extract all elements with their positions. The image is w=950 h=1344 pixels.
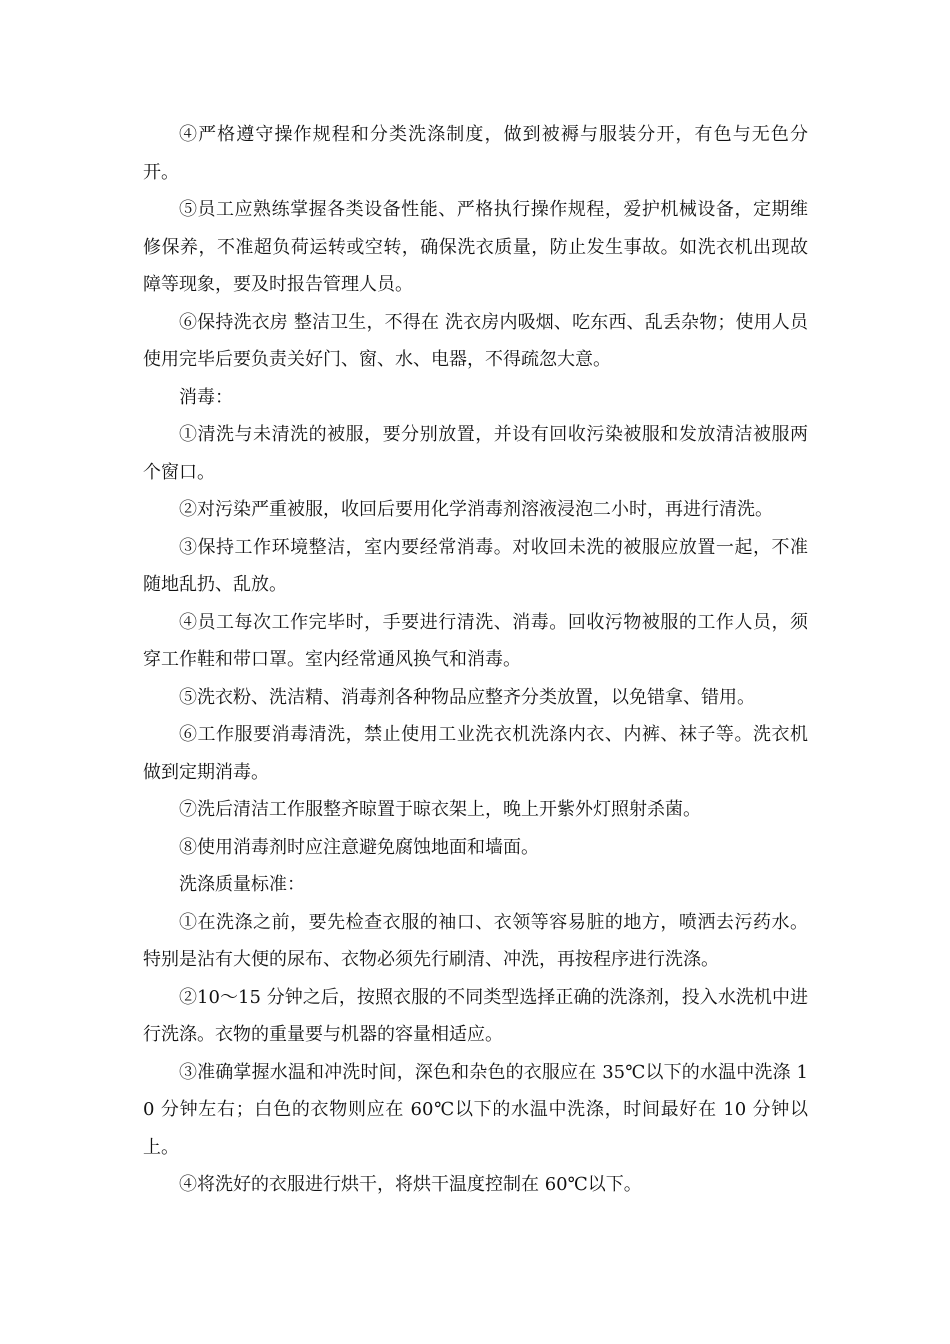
paragraph-drying-temperature: ④将洗好的衣服进行烘干，将烘干温度控制在 60℃以下。 [179, 1174, 642, 1195]
paragraph-staff-hand-washing: ④员工每次工作完毕时，手要进行清洗、消毒。回收污物被服的工作人员，须穿工作鞋和带口罩。室内经常通风换气和消毒。 [143, 611, 808, 670]
paragraph-equipment-operation: ⑤员工应熟练掌握各类设备性能、严格执行操作规程，爱护机械设备，定期维修保养，不准超负荷运转或空转，确保洗衣质量，防止发生事故。如洗衣机出现故障等现象，要及时报告管理人员。 [143, 199, 808, 295]
section-heading-washing-quality: 洗涤质量标准： [179, 874, 305, 895]
paragraph-sort-washing: ④严格遵守操作规程和分类洗涤制度，做到被褥与服装分开，有色与无色分开。 [143, 124, 808, 183]
paragraph-laundry-hygiene: ⑥保持洗衣房 整洁卫生，不得在 洗衣房内吸烟、吃东西、乱丢杂物；使用人员使用完毕后要负责关好门、窗、水、电器，不得疏忽大意。 [143, 311, 808, 370]
section-heading-disinfection: 消毒： [179, 386, 233, 408]
paragraph-separate-storage: ①清洗与未清洗的被服，要分别放置，并设有回收污染被服和发放清洁被服两个窗口。 [143, 424, 808, 483]
paragraph-detergent-selection: ②10～15 分钟之后，按照衣服的不同类型选择正确的洗涤剂，投入水洗机中进行洗涤。衣物的重量要与机器的容量相适应。 [143, 986, 808, 1045]
document-body [143, 116, 808, 1204]
paragraph-clean-environment: ③保持工作环境整洁，室内要经常消毒。对收回未洗的被服应放置一起，不准随地乱扔、乱放。 [143, 536, 808, 595]
paragraph-supplies-storage: ⑤洗衣粉、洗洁精、消毒剂各种物品应整齐分类放置，以免错拿、错用。 [179, 686, 755, 708]
paragraph-disinfectant-caution: ⑧使用消毒剂时应注意避免腐蚀地面和墙面。 [179, 836, 539, 858]
paragraph-soak-contaminated: ②对污染严重被服，收回后要用化学消毒剂溶液浸泡二小时，再进行清洗。 [179, 499, 773, 520]
paragraph-pre-inspection: ①在洗涤之前，要先检查衣服的袖口、衣领等容易脏的地方，喷洒去污药水。特别是沾有大便的尿布、衣物必须先行刷清、冲洗，再按程序进行洗涤。 [143, 911, 808, 970]
paragraph-workwear-disinfection: ⑥工作服要消毒清洗，禁止使用工业洗衣机洗涤内衣、内裤、袜子等。洗衣机做到定期消毒。 [143, 724, 808, 783]
paragraph-uv-sterilization: ⑦洗后清洁工作服整齐晾置于晾衣架上，晚上开紫外灯照射杀菌。 [179, 799, 701, 820]
paragraph-water-temperature: ③准确掌握水温和冲洗时间，深色和杂色的衣服应在 35℃以下的水温中洗涤 10 分钟左右；白色的衣物则应在 60℃以下的水温中洗涤，时间最好在 10 分钟以上。 [143, 1061, 808, 1158]
